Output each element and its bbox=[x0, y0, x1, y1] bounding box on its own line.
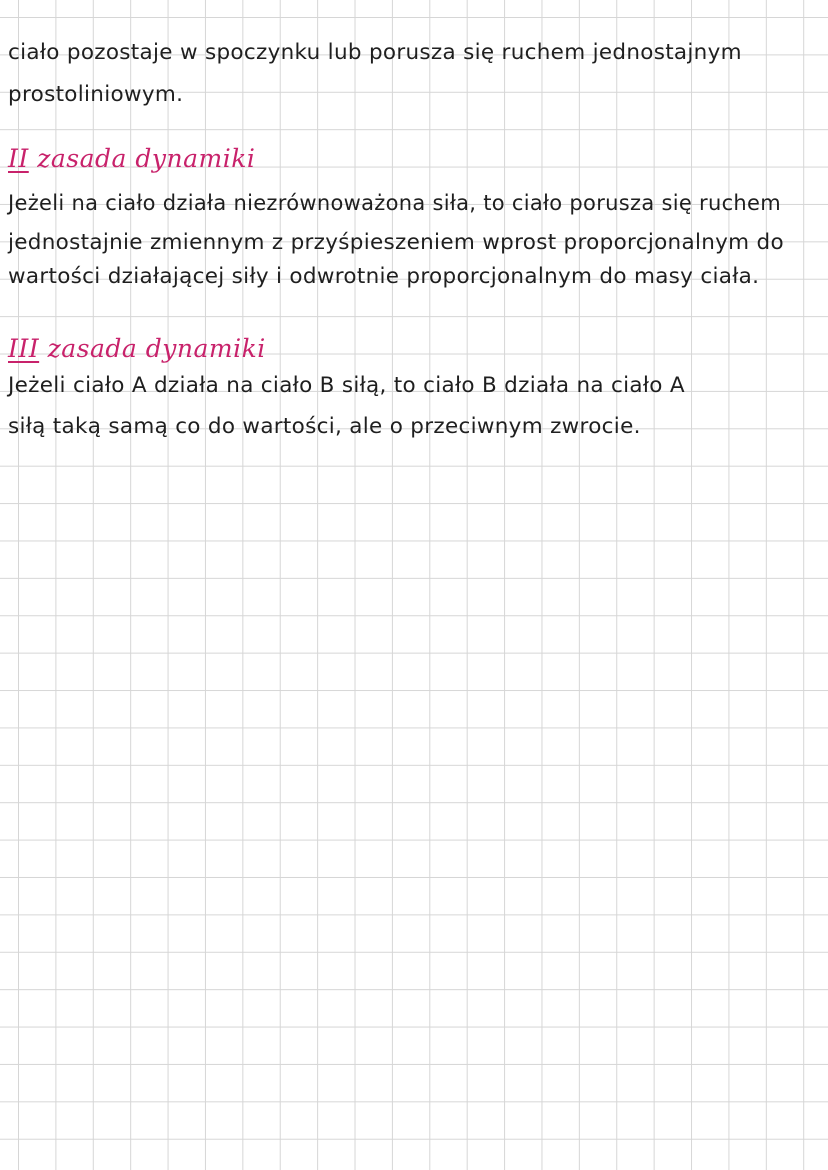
section-title: zasada dynamiki bbox=[37, 144, 256, 173]
section-line-2: jednostajnie zmiennym z przyśpieszeniem wprost proporcjonalnym do bbox=[8, 230, 784, 255]
intro-line-1: ciało pozostaje w spoczynku lub porusza się ruchem jednostajnym bbox=[8, 40, 742, 65]
section-title: zasada dynamiki bbox=[47, 334, 266, 363]
section-numeral: III bbox=[8, 334, 40, 363]
section-line-2: siłą taką samą co do wartości, ale o przeciwnym zwrocie. bbox=[8, 414, 641, 439]
section-heading bbox=[8, 333, 828, 365]
section-numeral: II bbox=[8, 144, 29, 173]
section-line-3: wartości działającej siły i odwrotnie proporcjonalnym do masy ciała. bbox=[8, 264, 760, 289]
intro-line-2: prostoliniowym. bbox=[8, 82, 184, 107]
section-line-1: Jeżeli na ciało działa niezrównoważona siła, to ciało porusza się ruchem bbox=[8, 191, 782, 215]
section-line-1: Jeżeli ciało A działa na ciało B siłą, to ciało B działa na ciało A bbox=[8, 373, 685, 398]
section-heading bbox=[8, 143, 828, 175]
